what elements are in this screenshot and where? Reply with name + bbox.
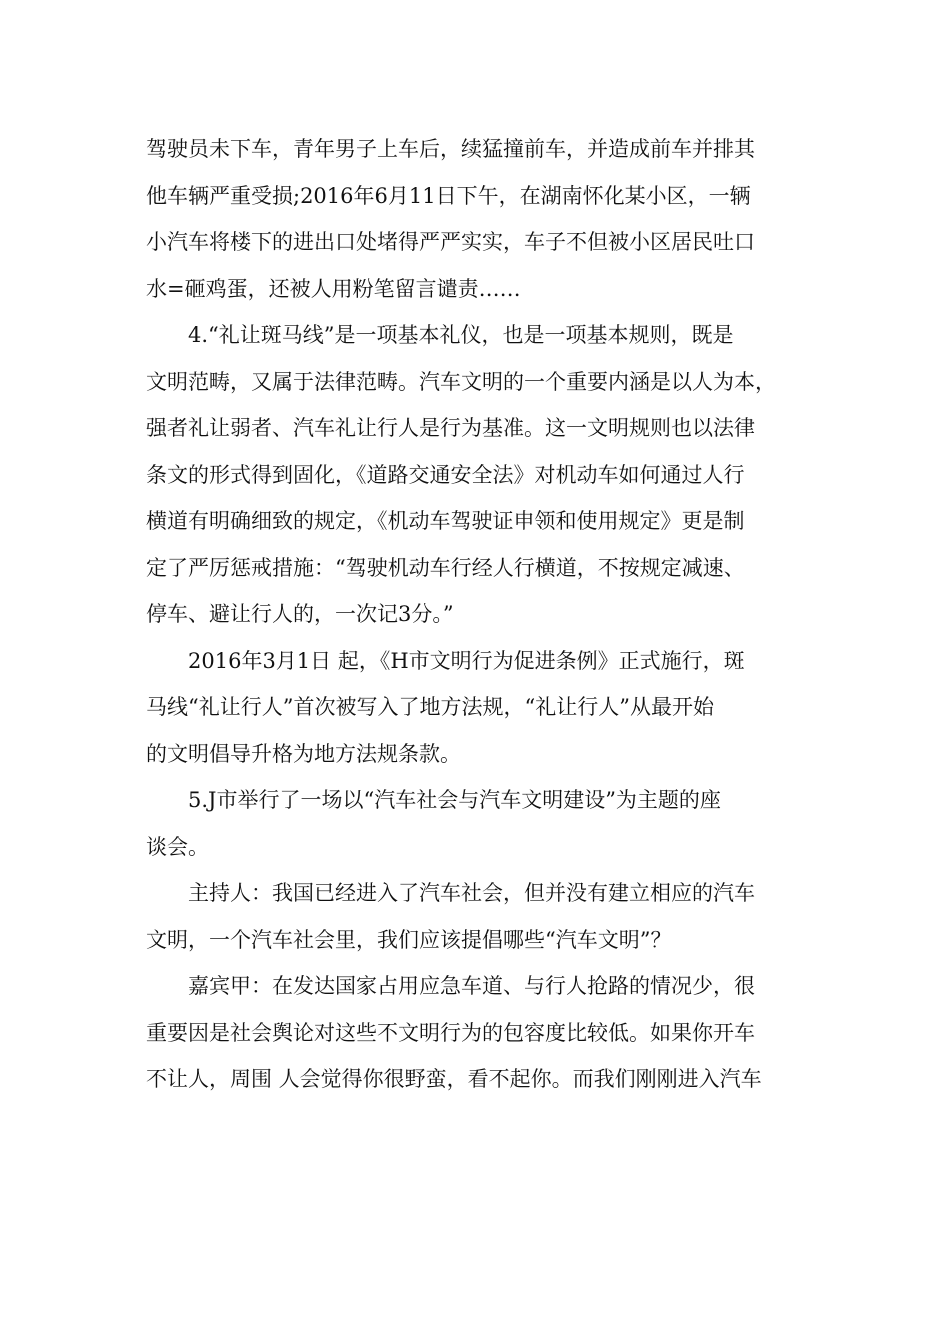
text-line: 嘉宾甲：在发达国家占用应急车道、与行人抢路的情况少，很 — [188, 974, 755, 998]
text-line: 文明范畴，又属于法律范畴。汽车文明的一个重要内涵是以人为本， — [146, 369, 776, 394]
text-line: 主持人：我国已经进入了汽车社会，但并没有建立相应的汽车 — [188, 881, 755, 905]
text-line: 4.“礼让斑马线”是一项基本礼仪，也是一项基本规则，既是 — [188, 323, 734, 347]
text-line: 条文的形式得到固化，《道路交通安全法》对机动车如何通过人行 — [146, 462, 745, 487]
text-line: 他车辆严重受损;2016年6月11日下午，在湖南怀化某小区，一辆 — [146, 183, 751, 208]
text-line: 重要因是社会舆论对这些不文明行为的包容度比较低。如果你开车 — [146, 1020, 755, 1045]
text-line: 2016年3月1日 起，《H市文明行为促进条例》正式施行，斑 — [188, 648, 745, 673]
paragraph-item-5 — [146, 777, 806, 870]
text-line: 定了严厉惩戒措施：“驾驶机动车行经人行横道，不按规定减速、 — [146, 555, 745, 580]
text-line: 横道有明确细致的规定，《机动车驾驶证申领和使用规定》更是制 — [146, 509, 745, 533]
paragraph-item-4 — [146, 312, 806, 638]
paragraph-regulation — [146, 638, 806, 778]
text-line: 5.J市举行了一场以“汽车社会与汽车文明建设”为主题的座 — [188, 788, 721, 812]
text-line: 的文明倡导升格为地方法规条款。 — [146, 741, 461, 766]
document-body — [146, 126, 806, 1103]
text-line: 驾驶员未下车，青年男子上车后，续猛撞前车，并造成前车并排其 — [146, 137, 755, 161]
text-line: 不让人，周围 人会觉得你很野蛮，看不起你。而我们刚刚进入汽车 — [146, 1067, 762, 1091]
text-line: 停车、避让行人的，一次记3分。” — [146, 602, 454, 626]
text-line: 水=砸鸡蛋，还被人用粉笔留言谴责…… — [146, 276, 521, 301]
paragraph-host — [146, 870, 806, 963]
paragraph-incident-cases — [146, 126, 806, 312]
text-line: 文明，一个汽车社会里，我们应该提倡哪些“汽车文明”？ — [146, 927, 672, 952]
text-line: 小汽车将楼下的进出口处堵得严严实实，车子不但被小区居民吐口 — [146, 230, 755, 254]
paragraph-guest-a — [146, 963, 806, 1103]
text-line: 马线“礼让行人”首次被写入了地方法规，“礼让行人”从最开始 — [146, 695, 714, 719]
text-line: 强者礼让弱者、汽车礼让行人是行为基准。这一文明规则也以法律 — [146, 416, 755, 440]
text-line: 谈会。 — [146, 834, 209, 859]
